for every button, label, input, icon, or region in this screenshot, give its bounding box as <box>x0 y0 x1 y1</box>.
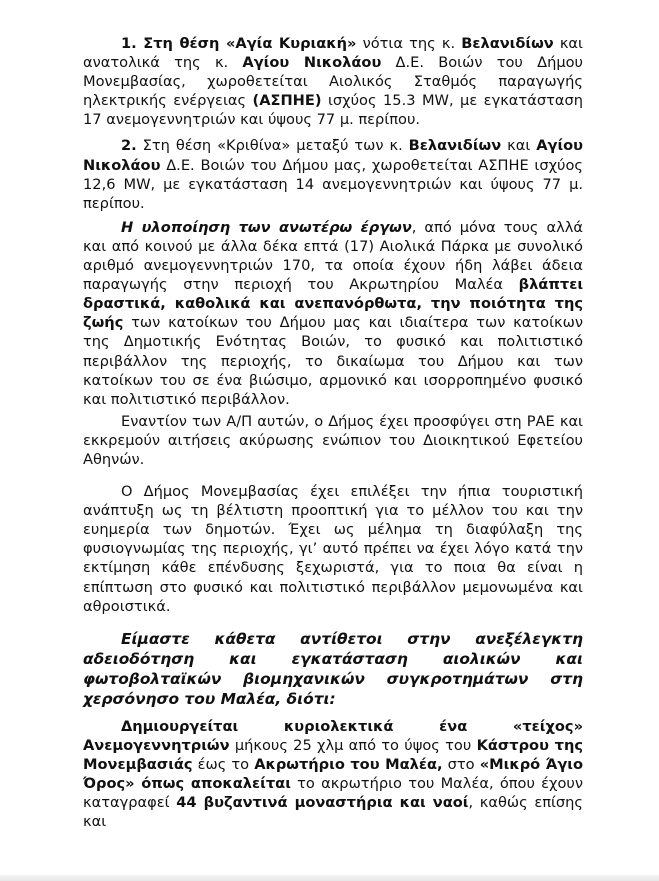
paragraph-opposition-heading: Είμαστε κάθετα αντίθετοι στην ανεξέλεγκτη αδειοδότηση και εγκατάσταση αιολικών και φωτοβολταϊκών βιομηχανικών συγκροτημάτων στη χερσόνησο του Μαλέα, διότι: <box>83 629 583 708</box>
text-run: μήκους 25 χλμ από το ύψος του <box>229 736 477 754</box>
item-number: 1. Στη θέση <box>121 35 226 52</box>
item-number: 2. <box>121 137 137 155</box>
abbreviation: (ΑΣΠΗΕ) <box>252 92 322 110</box>
paragraph-wall <box>83 717 583 832</box>
emphasis-text: Δημιουργείται κυριολεκτικά ένα «τείχος» Ανεμογεννητριών <box>83 717 583 754</box>
village-name: Αγίου Νικολάου <box>83 137 584 174</box>
text-run: Δ.Ε. Βοιών του Δήμου Μονεμβασίας, χωροθετείται Αιολικός Σταθμός παραγωγής ηλεκτρικής ενέργειας <box>83 54 583 110</box>
text-run: το ακρωτήριο του Μαλέα, όπου έχουν καταγραφεί <box>83 775 583 812</box>
place-name: «Μικρό Άγιο Όρος» όπως αποκαλείται <box>83 755 583 792</box>
text-run: , καθώς επίσης και <box>83 794 583 831</box>
text-run: έως το <box>192 755 255 773</box>
text-run: , από μόνα τους αλλά και από κοινού με άλλα δέκα επτά (17) Αιολικά Πάρκα με συνολικό αριθμό ανεμογεννητριών 170, τα οποία έχουν ήδη λάβει άδεια παραγωγής στην περιοχή του Ακρωτηρίου Μαλέα <box>83 218 583 294</box>
text-run: και <box>501 137 537 155</box>
emphasis-text: βλάπτει δραστικά, καθολικά και ανεπανόρθωτα, την ποιότητα της ζωής <box>83 276 583 332</box>
text-run: ισχύος 15.3 MW, με εγκατάσταση 17 ανεμογεννητριών και ύψους 77 μ. περίπου. <box>83 92 583 129</box>
text-run: Στη θέση «Κριθίνα» μεταξύ των κ. <box>136 137 409 155</box>
village-name: Βελανιδίων <box>461 35 554 52</box>
village-name: Βελανιδίων <box>408 137 502 155</box>
document-body <box>83 34 583 831</box>
text-run: των κατοίκων του Δήμου μας και ιδιαίτερα των κατοίκων της Δημοτικής Ενότητας Βοιών, το φυσικό και πολιτιστικό περιβάλλον της περιοχής, το δικαίωμα του Δήμου και των κατοίκων του σε ένα βιώσιμο, αρμονικό και ισορροπημένο φυσικό και πολιτιστικό περιβάλλον. <box>83 314 583 408</box>
text-run: στο <box>442 755 480 773</box>
place-name: Ακρωτήριο του Μαλέα, <box>254 755 443 773</box>
paragraph-impact <box>83 218 583 409</box>
place-name: Κάστρου της Μονεμβασιάς <box>83 736 583 773</box>
paragraph-appeals: Εναντίον των Α/Π αυτών, ο Δήμος έχει προσφύγει στη ΡΑΕ και εκκρεμούν αιτήσεις ακύρωσης ενώπιον του Διοικητικού Εφετείου Αθηνών. <box>83 412 583 468</box>
paragraph-agia-kyriaki <box>83 34 583 129</box>
location-name: «Αγία Κυριακή» <box>225 35 357 52</box>
text-run: νότια της κ. <box>356 35 462 52</box>
page-bottom-edge <box>0 875 659 881</box>
emphasis-text: 44 βυζαντινά μοναστήρια και ναοί <box>176 794 469 812</box>
paragraph-tourism: Ο Δήμος Μονεμβασίας έχει επιλέξει την ήπια τουριστική ανάπτυξη ως τη βέλτιστη προοπτική για το μέλλον του και την ευημερία των δημοτών. Έχει ως μέλημα τη διαφύλαξη της φυσιογνωμίας της περιοχής, γι’ αυτό πρέπει να έχει λόγο κατά την εκτίμηση κάθε επένδυσης ξεχωριστά, για το ποια θα είναι η επίπτωση στο φυσικό και πολιτιστικό περιβάλλον μεμονωμένα και αθροιστικά. <box>83 483 583 615</box>
paragraph-krithina <box>83 136 583 212</box>
text-run: Δ.Ε. Βοιών του Δήμου μας, χωροθετείται ΑΣΠΗΕ ισχύος 12,6 MW, με εγκατάσταση 14 ανεμογεννητριών και ύψους 77 μ. περίπου. <box>83 156 583 212</box>
village-name: Αγίου Νικολάου <box>242 54 382 72</box>
text-run: και ανατολικά της κ. <box>83 35 583 72</box>
emphasis-heading: Η υλοποίηση των ανωτέρω έργων <box>121 218 412 236</box>
